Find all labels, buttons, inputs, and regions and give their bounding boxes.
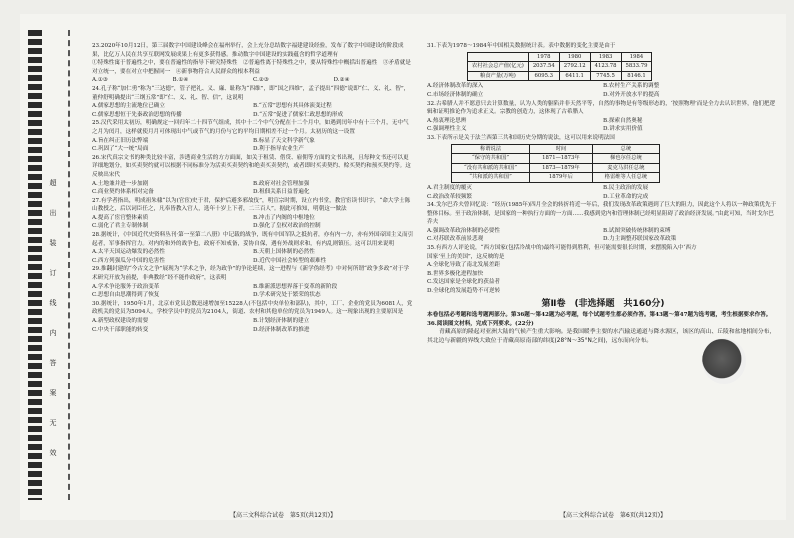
option-c: C.政治改革较频繁 — [427, 193, 473, 200]
table-cell: 6411.1 — [559, 71, 590, 81]
strip-char: 答 — [46, 360, 60, 367]
reading-passage: 青藏高原的隆起对亚洲大陆的气候产生重大影响。是我国暖季主要的水汽输送通道与降水源区，该区的高山、丘陵和盆地相间分布，其北边与新疆的界线大致位于青藏高原南部的纬度(28°N～35°N之间)，远东而向分布。 — [427, 329, 776, 344]
question-stem: 30.据统计，1950年1月，北京市党员总数迅速增加至15228人(不包括中央单位和部队)，其中，工厂、企业的党员为6081人，党政机关的党员为5094人，学校学员中的党员为2104人，街道、农村和其他单位的党员为1949人。这一现象出现的主要原因是 — [92, 300, 413, 316]
strip-char: 效 — [46, 450, 60, 457]
option-a: A.强调改革政治体制的必要性 — [427, 227, 500, 234]
option-b: B.维新派思想界落于变革的新阶段 — [253, 283, 338, 290]
option-a: A.提高了宦官整体素质 — [92, 214, 149, 221]
option-b: B.政府对社会管理加强 — [253, 180, 310, 187]
table-cell: 1873—1879年 — [530, 163, 593, 173]
question-34 — [427, 201, 779, 244]
page-footer-left: 【高三文科综合试卷 第5页(共12页)】 — [230, 512, 337, 519]
section-note: 本卷包括必考题和选考题两部分。第36题～第42题为必考题，每个试题考生都必须作答。第43题～第47题为选考题，考生根据要求作答。 — [427, 312, 772, 319]
table-row — [452, 163, 660, 173]
question-stem: 34.戈尔巴乔夫曾回忆说：“经历(1985年)四月全会的转折将近一年后，我们发现改革政策遇到了巨大的阻力，因此这个人将以一种政策优先于整体目标。至于政治体制，是国家的一种执行方面的一方面……我感到党内和管理体制已经明显阻碍了政治经济发展。”由此可知，当时戈尔巴乔夫 — [427, 202, 777, 226]
option-d: D.“五常”促进了儒家仁政思想的形成 — [253, 111, 344, 118]
option-a: A.土地兼并进一步加剧 — [92, 180, 149, 187]
question-stem: 27.有学者指出，明成祖朱棣“以为(官宦)史于君，保护后避多邪故伎”，明宣宗时期，设立内书堂，教官宦读书识字，“命大学士陈山教授之，后以词臣任之，凡奉皆教入官人，选年十岁上下者，二三百人”。据此可推知，明朝这一做法 — [92, 197, 411, 213]
option-b: B.计划经济体制的建立 — [253, 318, 310, 324]
table-cell: 2792.12 — [559, 62, 590, 72]
question-stem: 29.推翻封建的“今古文之争”展现为“学术之争，经为政争”的争论延续，这一进程与《新学伪经考》中对何所谓“政争多政”对于学术研究开放为前提，非典教经“经不能作政府”，这表明 — [92, 266, 409, 282]
option-c: C.②③ — [253, 77, 269, 84]
table-cell: 1871—1873年 — [530, 154, 593, 164]
option-a: A.热衷理论思辨 — [427, 117, 467, 124]
strip-char: 案 — [46, 390, 60, 397]
question-stem: 28.据统计，《中国近代史资料丛刊·第一至第二八册》中记载的战争，既有中国军队之抵抗者，亦有内一方，亦有外国帝国主义而引起者，军事指挥官力。对内的和外的战争也，政府不知戒备，妥协自保，遇有外战则求和，有内乱则镇压。这可以用来说明 — [92, 232, 414, 247]
section-title: 第Ⅱ卷 (非选择题 共160分) — [541, 298, 665, 309]
table-cell: “保守的共和国” — [452, 154, 530, 164]
option-b: B.①④ — [172, 77, 189, 84]
option-b: B.世界多极化进程加快 — [427, 270, 484, 277]
option-c: C.思想自由思潮得到了恢复 — [92, 292, 160, 299]
question-23 — [92, 42, 414, 85]
table-cell: 7745.5 — [590, 71, 621, 81]
option-c: C.巩固了“大一统”局面 — [92, 146, 149, 153]
option-d: D.②④ — [333, 77, 350, 84]
data-table-33 — [451, 144, 660, 183]
option-d: D.租佃关系日益普遍化 — [253, 189, 310, 196]
left-column — [92, 42, 414, 334]
right-column — [427, 42, 779, 346]
question-27 — [92, 197, 414, 231]
strip-char: 装 — [46, 240, 60, 247]
table-header: 1980 — [559, 52, 590, 62]
question-stem: 31.下表为1978～1984年中国相关数据统计表。表中数据的变化主要是由于 — [427, 43, 616, 49]
question-stem: 33.下表所示是关于法兰西第三共和国历史分期的说法，这可以用来说明法国 — [427, 134, 615, 141]
binding-barcode — [28, 30, 42, 500]
option-b: B.天朝上国体制的必然性 — [253, 249, 315, 256]
table-row — [452, 154, 660, 164]
option-c: C.中央干部职能的转变 — [92, 326, 149, 333]
table-header: 时间 — [530, 144, 593, 154]
question-items: ①特殊性寓于普遍性之中，要在普遍性的指导下研究特殊性 ②普遍性离于特殊性之中，要从特殊性中概括出普遍性 ③矛盾就是对立统一，要在对立中把握同一 ④新事物符合人民群众的根本利益 — [92, 60, 411, 75]
strip-char: 线 — [46, 300, 60, 307]
table-cell: 8146.1 — [621, 71, 652, 81]
table-cell: 格雷维等人任总统 — [592, 173, 659, 183]
table-row — [468, 71, 652, 81]
table-header: 总统 — [592, 144, 659, 154]
option-d: D.强化了皇权对政治的控制 — [253, 223, 321, 230]
table-cell: 农村社会总产值(亿元) — [468, 62, 529, 72]
option-b: B.农村生产关系的调整 — [603, 83, 660, 90]
option-d: D.学术研究处于繁荣的状态 — [253, 292, 321, 299]
question-36: 36.阅读图文材料，完成下列要求。(22分) — [427, 320, 534, 327]
option-c: C.西方列强瓜分中国的危害性 — [92, 257, 165, 264]
option-b: B.民主政治的发展 — [603, 184, 649, 191]
option-d: D.讲求实用价值 — [603, 126, 643, 133]
option-b: B.标显了天文科学新气象 — [253, 137, 315, 144]
strip-char: 订 — [46, 270, 60, 277]
table-row — [452, 173, 660, 183]
question-26 — [92, 154, 414, 197]
table-cell: 4123.78 — [590, 62, 621, 72]
table-cell: 2037.54 — [528, 62, 559, 72]
option-a: A.全球化导致了南北发展差距 — [427, 262, 500, 269]
option-c: C.弱化了君主专制体制 — [92, 223, 149, 230]
option-a: A.旨在纠正旧历法弊端 — [92, 137, 149, 144]
option-d: D.对外开放水平的提高 — [603, 91, 660, 98]
question-30 — [92, 300, 414, 334]
strip-char: 内 — [46, 330, 60, 337]
option-d: D.全球化的发展趋势不可逆转 — [427, 288, 501, 295]
table-cell: 麦克马洪任总统 — [592, 163, 659, 173]
question-35 — [427, 244, 697, 296]
question-stem: 35.有西方人评论说，“西方国家(包括冷战中的)最终可能得到胜利，但可能需要很长时期，来摆脱陷入中‘西方国家’至上的美国”，这反映的是 — [427, 245, 697, 260]
binding-strip — [20, 30, 70, 500]
strip-char: 出 — [46, 210, 60, 217]
page-footer-right: 【高三文科综合试卷 第6页(共12页)】 — [560, 512, 667, 519]
option-a: A.太平天国运动爆发的必然性 — [92, 249, 165, 256]
option-a: A.新型政权建设的需要 — [92, 318, 149, 324]
table-cell: “共和派的共和国” — [452, 173, 530, 183]
option-c: C.发达国家是全球化的获益者 — [427, 279, 500, 286]
option-c: C.强调理性主义 — [427, 126, 467, 133]
question-29 — [92, 265, 414, 299]
option-a: A.经济体制改革的深入 — [427, 83, 484, 90]
question-stem: 32.古希腊人并不愿意只去计算数量，认为人类的躯陷并非天然平等，自然的事物是有等级形态的，‘按照物理’而是全力去认识世界，他们把逻辑和证明推论作为追求正义。宗教的创造力，这体现了古希腊人 — [427, 100, 776, 116]
question-stem: 26.宋代真宗文书的种类比较丰富，涉透商业生活的方方面面，如关于租赁、借贷、雇佣等方面的文书出现，且每种文书还可以更详细地划分，如买卖契约就可以根据不同标准分为活卖买卖契约和绝卖买卖契约，或者即时买卖契约、赊买契约和预买契约等。这反映出宋代 — [92, 154, 411, 178]
option-d: D.工业革命的完成 — [603, 193, 649, 200]
question-25 — [92, 119, 414, 153]
table-cell: 1879年后 — [530, 173, 593, 183]
option-b: B.冲击了内阁的中枢地位 — [253, 214, 315, 221]
table-header — [468, 52, 529, 62]
table-cell: 5833.79 — [621, 62, 652, 72]
question-28 — [92, 231, 414, 265]
question-stem: 25.汉代采用太初历，明确规定一回归年二十四节气组成，其中十二个中气分配在十二个月中，如遇到闰年中有十三个月，无中气之月为闰月，这样就使月月可体现出中气或节气的月份与它的平均日期相差不过一个月。太初历的这一设置 — [92, 120, 409, 135]
data-table-31 — [467, 52, 652, 82]
option-d: D.近代中国社会转型的艰难性 — [253, 257, 327, 264]
table-row — [468, 62, 652, 72]
option-c: C.对苏联改革前景悲观 — [427, 236, 484, 243]
question-32 — [427, 100, 779, 134]
option-b: B.试图突破传统体制的束缚 — [603, 227, 671, 234]
option-a: A.学术争论服务于政治变革 — [92, 283, 160, 290]
question-24 — [92, 85, 414, 119]
question-stem: 24.孔子称“加仁勇”称为“三达德”，管子把礼、义、廉、耻称为“四维”，即“国之四维”，孟子提出“四德”说即“仁、义、礼、智”，董仲舒明确提出“三纲五常”即“仁、义、礼、智、信”，这说明 — [92, 85, 410, 101]
option-b: B.探索自然奥秘 — [603, 117, 643, 124]
table-cell: 梯也尔任总统 — [592, 154, 659, 164]
table-header: 1984 — [621, 52, 652, 62]
question-33 — [427, 134, 779, 201]
question-31 — [427, 42, 779, 100]
table-cell: 6095.3 — [528, 71, 559, 81]
option-a: A.①③ — [92, 77, 108, 84]
option-a: A.儒家思想的主流地位已确立 — [92, 103, 165, 110]
question-stem: 23.2020年10月12日，第三届数字中国建设峰会在福州举行，会上充分总结数字福建建设经验，发布了数字中国建设的阶段成果，比亿万人民在共享互联网发展成果上有更多获得感。推动数字中国建设的实践蕴含的哲学道理有 — [92, 43, 404, 58]
table-header: 称谓说法 — [452, 144, 530, 154]
option-d: D.利于指导农业生产 — [253, 146, 304, 153]
ink-stamp — [702, 338, 746, 384]
option-a: A.君主制度的覆灭 — [427, 184, 472, 191]
table-cell: 粮食产量(万吨) — [468, 71, 529, 81]
option-c: C.儒家思想恒于先秦政治思想的传播 — [92, 111, 182, 118]
table-cell: “没有共和派的共和国” — [452, 163, 530, 173]
option-b: B.“五常”思想有其具体演变过程 — [253, 103, 332, 110]
table-header: 1983 — [590, 52, 621, 62]
table-header: 1978 — [528, 52, 559, 62]
option-c: C.市场经济体制的确立 — [427, 91, 484, 98]
strip-char: 无 — [46, 420, 60, 427]
option-d: D.经济体制改革的推进 — [253, 326, 310, 333]
option-c: C.商业契约体系相对完备 — [92, 189, 154, 196]
option-d: D.力主调整苏联国家改革政策 — [603, 236, 677, 243]
strip-char: 超 — [46, 180, 60, 187]
